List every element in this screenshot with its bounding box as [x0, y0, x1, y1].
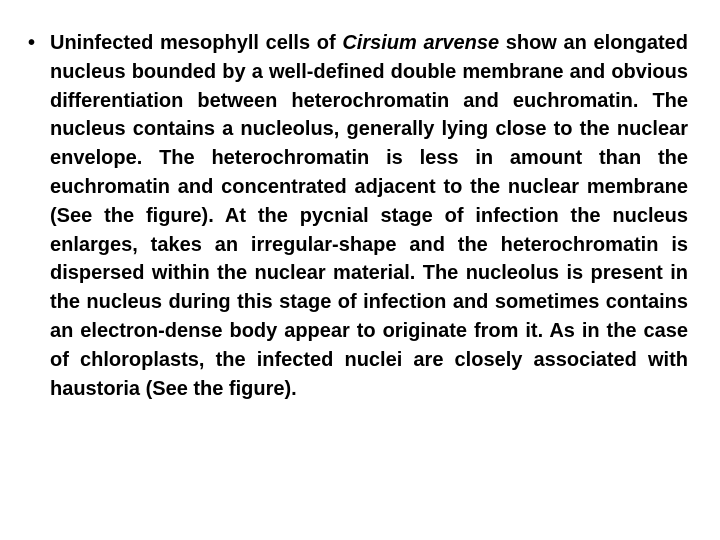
paragraph-text-rest: show an elongated nucleus bounded by a well-defined double membrane and obvious differentiation between heterochromatin and euchromatin. The nucleus contains a nucleolus, generally lying close to the nuclear envelope. The heterochromatin is less in amount than the euchromatin and concentrated adjacent to the nuclear membrane (See the figure). At the pycnial stage of infection the nucleus enlarges, takes an irregular-shape and the heterochromatin is dispersed within the nuclear material. The nucleolus is present in the nucleus during this stage of infection and sometimes contains an electron-dense body appear to originate from it. As in the case of chloroplasts, the infected nuclei are closely associated with haustoria (See the figure). [50, 32, 689, 400]
body-paragraph [50, 29, 688, 403]
species-name: Cirsium arvense [342, 32, 500, 54]
bullet-item [28, 29, 690, 403]
paragraph-text-start: Uninfected mesophyll cells of [50, 32, 343, 54]
bullet-marker: • [28, 32, 36, 54]
